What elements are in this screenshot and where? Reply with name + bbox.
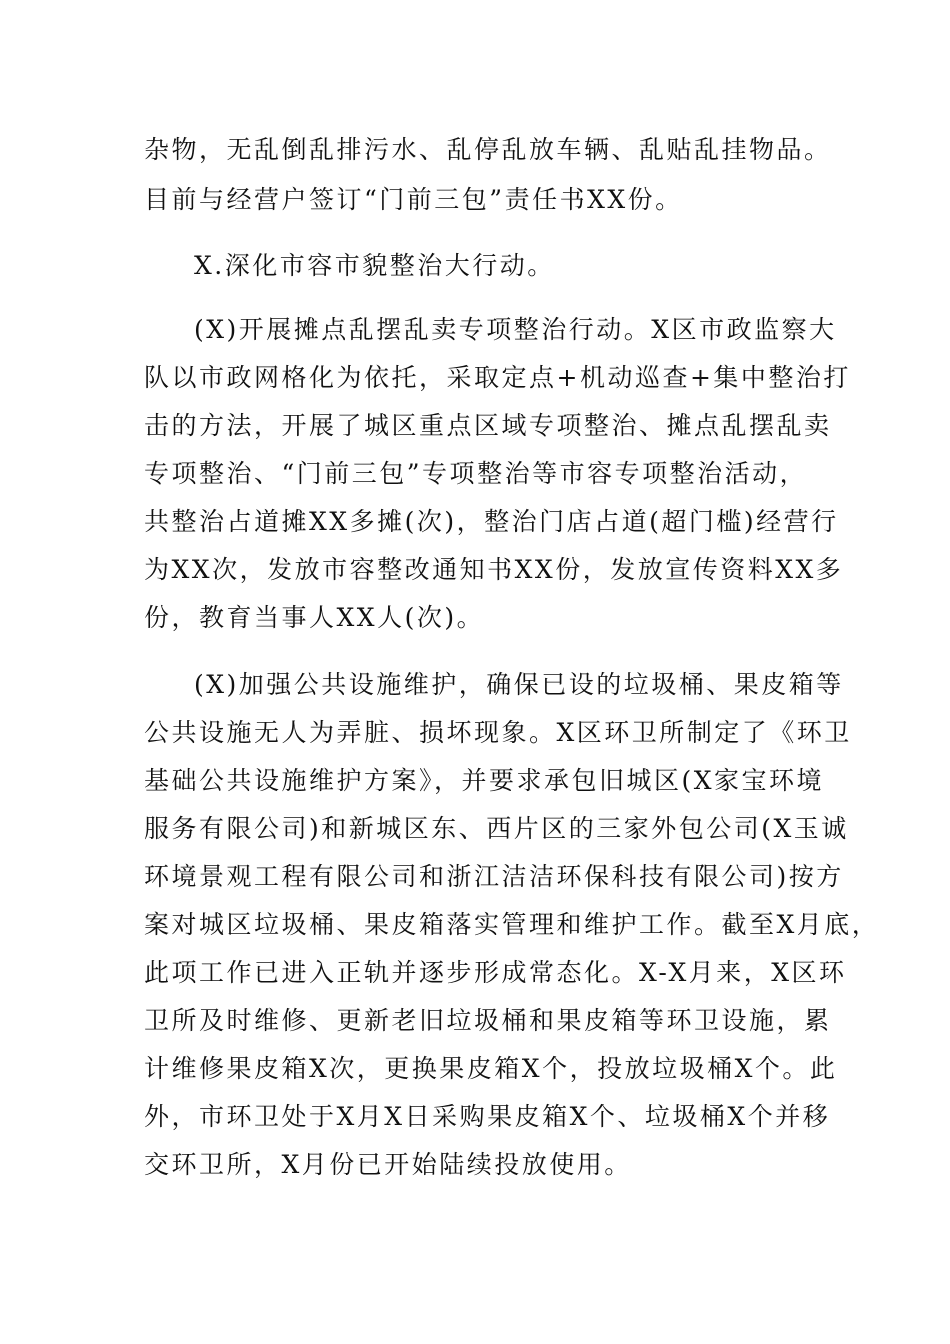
text-line: (X)开展摊点乱摆乱卖专项整治行动。X区市政监察大 xyxy=(194,315,837,344)
text-line: 环境景观工程有限公司和浙江洁洁环保科技有限公司)按方 xyxy=(144,862,844,891)
text-line: 基础公共设施维护方案》，并要求承包旧城区(X家宝环境 xyxy=(144,766,825,795)
section-heading: X.深化市容市貌整治大行动。 xyxy=(194,251,555,280)
text-line: 目前与经营户签订“门前三包”责任书XX份。 xyxy=(144,185,683,214)
text-line: 队以市政网格化为依托，采取定点+机动巡查+集中整治打 xyxy=(144,363,851,392)
text-line: 击的方法，开展了城区重点区域专项整治、摊点乱摆乱卖 xyxy=(144,411,832,440)
text-line: 专项整治、“门前三包”专项整治等市容专项整治活动， xyxy=(144,459,808,488)
text-line: 此项工作已进入正轨并逐步形成常态化。X-X月来，X区环 xyxy=(144,958,847,987)
text-line: 交环卫所，X月份已开始陆续投放使用。 xyxy=(144,1150,632,1179)
text-line: 份，教育当事人XX人(次)。 xyxy=(144,603,485,632)
text-line: 服务有限公司)和新城区东、西片区的三家外包公司(X玉诚 xyxy=(144,814,849,843)
text-line: 案对城区垃圾桶、果皮箱落实管理和维护工作。截至X月底， xyxy=(144,910,880,939)
text-line: 外，市环卫处于X月X日采购果皮箱X个、垃圾桶X个并移 xyxy=(144,1102,831,1131)
text-line: 为XX次，发放市容整改通知书XX份，发放宣传资料XX多 xyxy=(144,555,844,584)
text-line: 卫所及时维修、更新老旧垃圾桶和果皮箱等环卫设施，累 xyxy=(144,1006,832,1035)
text-line: 计维修果皮箱X次，更换果皮箱X个，投放垃圾桶X个。此 xyxy=(144,1054,838,1083)
text-line: 公共设施无人为弄脏、损坏现象。X区环卫所制定了《环卫 xyxy=(144,718,852,747)
text-line: 杂物，无乱倒乱排污水、乱停乱放车辆、乱贴乱挂物品。 xyxy=(144,135,832,164)
text-line: 共整治占道摊XX多摊(次)，整治门店占道(超门槛)经营行 xyxy=(144,507,839,536)
text-line: (X)加强公共设施维护，确保已设的垃圾桶、果皮箱等 xyxy=(194,670,844,699)
